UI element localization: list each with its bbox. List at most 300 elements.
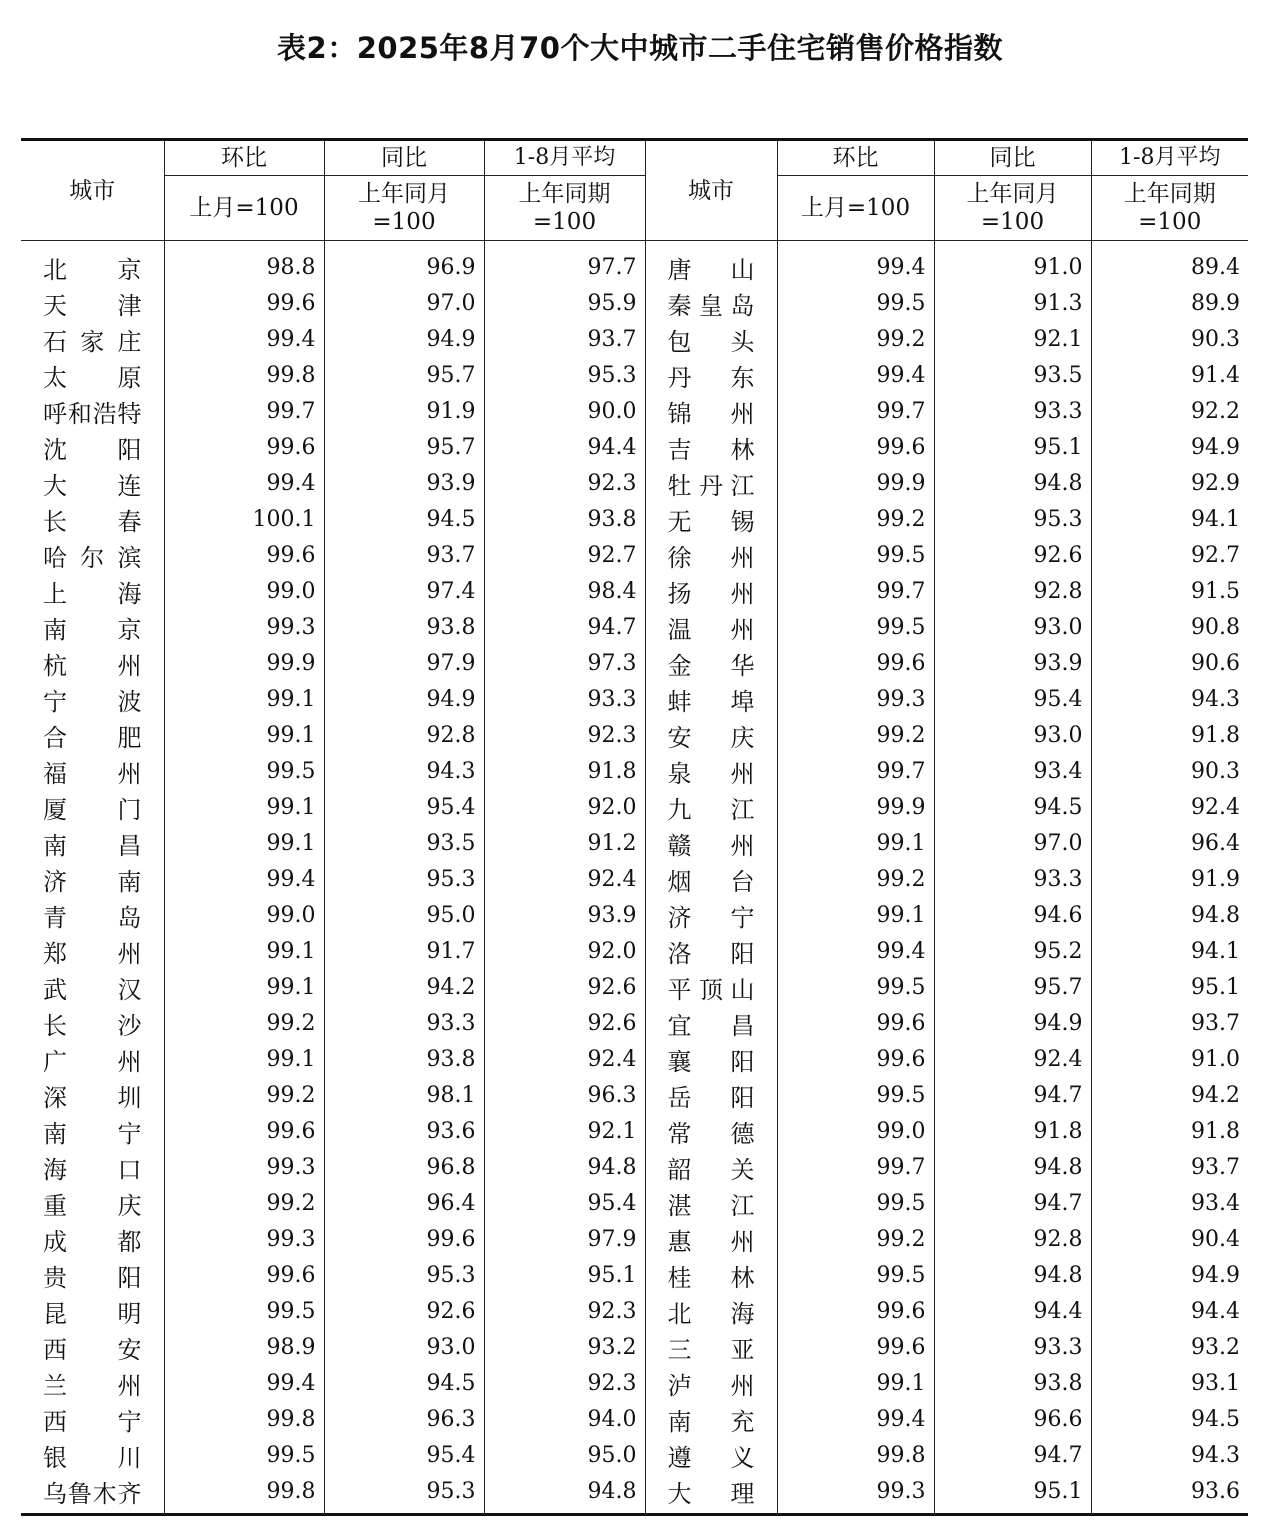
city-cell [21,897,164,933]
mom-value: 98.9 [164,1329,324,1365]
yoy-base-line2: =100 [372,209,436,235]
yoy-value: 93.6 [324,1113,484,1149]
mom-value: 99.5 [164,1437,324,1473]
mom-value: 99.0 [777,1113,934,1149]
avg-value: 94.4 [1091,1293,1248,1329]
table-row [21,1293,1248,1329]
mom-value: 99.8 [164,1473,324,1515]
avg-value: 92.7 [484,537,645,573]
city-cell [645,825,777,861]
city-name: 郑州 [43,939,142,968]
col-city-left: 城市 [21,140,164,241]
city-cell [21,861,164,897]
city-name: 遵义 [667,1443,755,1472]
mom-value: 99.1 [164,1041,324,1077]
mom-value: 99.2 [777,501,934,537]
avg-value: 93.2 [1091,1329,1248,1365]
avg-value: 95.4 [484,1185,645,1221]
table-row [21,1041,1248,1077]
mom-value: 99.2 [777,321,934,357]
mom-value: 99.4 [777,357,934,393]
city-name: 北京 [43,255,142,284]
yoy-value: 94.5 [934,789,1091,825]
mom-value: 99.1 [164,717,324,753]
yoy-value: 92.8 [934,573,1091,609]
yoy-base-line1: 上年同月 [358,181,450,207]
mom-value: 99.6 [777,1329,934,1365]
yoy-value: 93.0 [324,1329,484,1365]
yoy-value: 94.7 [934,1185,1091,1221]
mom-base-right: 上月=100 [777,176,934,241]
city-name: 吉林 [667,435,755,464]
avg-value: 90.8 [1091,609,1248,645]
avg-value: 97.3 [484,645,645,681]
city-cell [645,1221,777,1257]
avg-value: 93.4 [1091,1185,1248,1221]
city-cell [21,717,164,753]
avg-value: 93.1 [1091,1365,1248,1401]
city-cell [645,393,777,429]
city-cell [645,429,777,465]
avg-value: 98.4 [484,573,645,609]
city-cell [21,573,164,609]
yoy-value: 97.9 [324,645,484,681]
yoy-value: 97.0 [324,285,484,321]
avg-value: 90.3 [1091,753,1248,789]
avg-value: 93.3 [484,681,645,717]
city-name: 北海 [667,1299,755,1328]
mom-value: 99.0 [164,897,324,933]
city-name: 深圳 [43,1083,142,1112]
city-name: 厦门 [43,795,142,824]
city-cell [645,789,777,825]
table-row [21,429,1248,465]
city-cell [21,645,164,681]
mom-value: 99.2 [164,1077,324,1113]
yoy-value: 92.8 [934,1221,1091,1257]
yoy-value: 93.9 [324,465,484,501]
city-cell [645,753,777,789]
avg-value: 93.7 [484,321,645,357]
city-cell [21,1077,164,1113]
yoy-value: 95.1 [934,1473,1091,1515]
mom-value: 99.6 [164,1257,324,1293]
avg-value: 94.5 [1091,1401,1248,1437]
mom-value: 99.4 [164,861,324,897]
city-cell [645,1005,777,1041]
table-row [21,573,1248,609]
mom-value: 99.5 [777,285,934,321]
mom-value: 99.6 [777,645,934,681]
avg-value: 94.8 [1091,897,1248,933]
yoy-base-left [324,176,484,241]
city-cell [645,465,777,501]
mom-value: 99.2 [777,1221,934,1257]
yoy-value: 94.8 [934,465,1091,501]
city-name: 洛阳 [667,939,755,968]
yoy-value: 94.5 [324,1365,484,1401]
city-cell [21,753,164,789]
city-name: 济宁 [667,903,755,932]
city-name: 温州 [667,615,755,644]
yoy-value: 94.5 [324,501,484,537]
col-city-right: 城市 [645,140,777,241]
city-cell [645,1365,777,1401]
city-name: 岳阳 [667,1083,755,1112]
mom-value: 99.1 [777,825,934,861]
city-name: 福州 [43,759,142,788]
city-cell [645,537,777,573]
yoy-value: 93.0 [934,717,1091,753]
yoy-value: 93.5 [324,825,484,861]
mom-value: 99.5 [777,609,934,645]
city-cell [21,241,164,286]
col-mom-right: 环比 [777,140,934,176]
city-name: 宜昌 [667,1011,755,1040]
city-name: 三亚 [667,1335,755,1364]
city-name: 牡丹江 [667,471,755,500]
city-cell [645,357,777,393]
avg-value: 94.3 [1091,681,1248,717]
table-row [21,537,1248,573]
table-row [21,717,1248,753]
city-cell [21,1437,164,1473]
city-name: 广州 [43,1047,142,1076]
avg-base-line1: 上年同期 [518,181,611,207]
city-cell [645,573,777,609]
city-name: 九江 [667,795,755,824]
city-cell [645,321,777,357]
table-row [21,465,1248,501]
city-cell [21,1005,164,1041]
yoy-value: 92.1 [934,321,1091,357]
city-cell [645,1401,777,1437]
table-row [21,1005,1248,1041]
mom-value: 99.7 [164,393,324,429]
city-name: 南昌 [43,831,142,860]
yoy-value: 93.5 [934,357,1091,393]
city-cell [21,1041,164,1077]
yoy-value: 92.6 [934,537,1091,573]
table-row [21,645,1248,681]
city-name: 惠州 [667,1227,755,1256]
table-row [21,357,1248,393]
city-name: 大理 [667,1479,755,1508]
city-cell [645,1329,777,1365]
mom-value: 99.6 [777,1005,934,1041]
city-cell [21,681,164,717]
mom-value: 99.8 [164,1401,324,1437]
yoy-value: 94.7 [934,1077,1091,1113]
city-cell [645,1437,777,1473]
city-name: 南充 [667,1407,755,1436]
yoy-value: 91.9 [324,393,484,429]
avg-value: 94.3 [1091,1437,1248,1473]
city-cell [21,285,164,321]
avg-value: 92.3 [484,717,645,753]
yoy-value: 92.4 [934,1041,1091,1077]
table-row [21,393,1248,429]
city-cell [645,1041,777,1077]
table-row [21,1185,1248,1221]
city-name: 唐山 [667,255,755,284]
yoy-value: 94.6 [934,897,1091,933]
city-name: 丹东 [667,363,755,392]
city-name: 泉州 [667,759,755,788]
mom-base-left: 上月=100 [164,176,324,241]
avg-value: 92.7 [1091,537,1248,573]
city-cell [645,861,777,897]
mom-value: 99.6 [164,537,324,573]
avg-value: 97.9 [484,1221,645,1257]
mom-value: 99.1 [777,897,934,933]
avg-value: 93.7 [1091,1149,1248,1185]
yoy-value: 94.2 [324,969,484,1005]
avg-value: 94.1 [1091,501,1248,537]
city-name: 石家庄 [43,327,142,356]
city-name: 长沙 [43,1011,142,1040]
city-cell [645,933,777,969]
city-cell [21,1113,164,1149]
avg-value: 91.0 [1091,1041,1248,1077]
yoy-value: 96.9 [324,241,484,286]
city-cell [21,1401,164,1437]
city-name: 赣州 [667,831,755,860]
mom-value: 99.5 [777,1185,934,1221]
table-row [21,1149,1248,1185]
city-cell [645,1077,777,1113]
city-cell [21,1149,164,1185]
table-row [21,1221,1248,1257]
city-name: 海口 [43,1155,142,1184]
yoy-value: 94.9 [934,1005,1091,1041]
city-name: 金华 [667,651,755,680]
table-row [21,1257,1248,1293]
mom-value: 99.5 [777,537,934,573]
city-cell [645,1293,777,1329]
yoy-value: 95.4 [324,1437,484,1473]
avg-value: 94.1 [1091,933,1248,969]
yoy-value: 95.3 [934,501,1091,537]
col-avg-left: 1-8月平均 [484,140,645,176]
avg-value: 91.9 [1091,861,1248,897]
mom-value: 99.4 [777,1401,934,1437]
table-row [21,1113,1248,1149]
city-cell [21,465,164,501]
yoy-value: 94.9 [324,321,484,357]
mom-value: 99.4 [777,933,934,969]
avg-value: 94.9 [1091,429,1248,465]
city-name: 沈阳 [43,435,142,464]
yoy-value: 95.1 [934,429,1091,465]
avg-value: 93.6 [1091,1473,1248,1515]
yoy-value: 93.8 [324,609,484,645]
mom-value: 99.1 [777,1365,934,1401]
col-avg-right: 1-8月平均 [1091,140,1248,176]
city-name: 锦州 [667,399,755,428]
avg-base-line2: =100 [1138,209,1202,235]
mom-value: 99.3 [164,1149,324,1185]
table-body [21,241,1248,1515]
yoy-value: 93.3 [324,1005,484,1041]
mom-value: 99.7 [777,753,934,789]
avg-value: 91.5 [1091,573,1248,609]
yoy-value: 94.9 [324,681,484,717]
avg-value: 91.4 [1091,357,1248,393]
avg-value: 94.4 [484,429,645,465]
yoy-value: 93.9 [934,645,1091,681]
city-cell [645,501,777,537]
city-cell [645,1185,777,1221]
city-cell [21,969,164,1005]
mom-value: 99.1 [164,789,324,825]
mom-value: 99.7 [777,393,934,429]
table-row [21,285,1248,321]
avg-value: 93.7 [1091,1005,1248,1041]
city-name: 成都 [43,1227,142,1256]
city-name: 天津 [43,291,142,320]
mom-value: 99.6 [777,1041,934,1077]
city-name: 武汉 [43,975,142,1004]
city-name: 襄阳 [667,1047,755,1076]
city-cell [645,969,777,1005]
city-cell [645,1473,777,1515]
avg-value: 95.0 [484,1437,645,1473]
city-cell [21,609,164,645]
city-name: 泸州 [667,1371,755,1400]
table-row [21,609,1248,645]
mom-value: 99.1 [164,825,324,861]
table-header [21,140,1248,241]
city-name: 兰州 [43,1371,142,1400]
avg-value: 92.3 [484,1293,645,1329]
avg-value: 95.1 [1091,969,1248,1005]
city-name: 常德 [667,1119,755,1148]
avg-value: 92.0 [484,789,645,825]
yoy-value: 93.8 [934,1365,1091,1401]
city-cell [21,933,164,969]
mom-value: 99.2 [164,1005,324,1041]
table-row [21,241,1248,286]
city-cell [645,717,777,753]
table-row [21,1329,1248,1365]
city-cell [21,321,164,357]
mom-value: 99.2 [777,717,934,753]
table-row [21,789,1248,825]
city-name: 包头 [667,327,755,356]
avg-base-left [484,176,645,241]
table-row [21,1401,1248,1437]
avg-base-right [1091,176,1248,241]
avg-value: 95.1 [484,1257,645,1293]
mom-value: 99.5 [164,753,324,789]
avg-value: 94.0 [484,1401,645,1437]
yoy-base-line1: 上年同月 [966,181,1059,207]
avg-value: 90.6 [1091,645,1248,681]
yoy-value: 94.8 [934,1257,1091,1293]
city-cell [21,1221,164,1257]
mom-value: 99.5 [777,1077,934,1113]
avg-value: 92.0 [484,933,645,969]
mom-value: 99.4 [164,465,324,501]
mom-value: 99.6 [777,1293,934,1329]
city-cell [21,1473,164,1515]
city-name: 银川 [43,1443,142,1472]
yoy-value: 95.7 [324,429,484,465]
city-name: 哈尔滨 [43,543,142,572]
mom-value: 99.1 [164,933,324,969]
mom-value: 99.2 [164,1185,324,1221]
yoy-value: 93.0 [934,609,1091,645]
avg-value: 91.8 [1091,717,1248,753]
avg-value: 92.3 [484,1365,645,1401]
yoy-value: 95.4 [934,681,1091,717]
avg-value: 92.4 [1091,789,1248,825]
avg-value: 95.9 [484,285,645,321]
yoy-value: 93.8 [324,1041,484,1077]
city-name: 乌鲁木齐 [43,1479,142,1508]
city-name: 无锡 [667,507,755,536]
city-cell [21,1185,164,1221]
avg-value: 96.3 [484,1077,645,1113]
city-name: 安庆 [667,723,755,752]
avg-value: 92.6 [484,1005,645,1041]
mom-value: 99.5 [164,1293,324,1329]
city-cell [21,789,164,825]
city-name: 西宁 [43,1407,142,1436]
table-row [21,897,1248,933]
city-cell [21,357,164,393]
yoy-value: 96.3 [324,1401,484,1437]
col-mom-left: 环比 [164,140,324,176]
yoy-value: 95.3 [324,861,484,897]
yoy-value: 96.4 [324,1185,484,1221]
avg-value: 92.1 [484,1113,645,1149]
city-name: 湛江 [667,1191,755,1220]
mom-value: 99.6 [164,429,324,465]
city-name: 宁波 [43,687,142,716]
city-cell [21,1365,164,1401]
mom-value: 99.3 [164,1221,324,1257]
city-name: 蚌埠 [667,687,755,716]
avg-value: 89.9 [1091,285,1248,321]
mom-value: 99.9 [164,645,324,681]
yoy-value: 93.3 [934,393,1091,429]
mom-value: 99.9 [777,789,934,825]
avg-value: 97.7 [484,241,645,286]
city-name: 平顶山 [667,975,755,1004]
yoy-value: 93.7 [324,537,484,573]
mom-value: 99.4 [164,1365,324,1401]
yoy-value: 98.1 [324,1077,484,1113]
avg-base-line1: 上年同期 [1123,181,1216,207]
city-name: 昆明 [43,1299,142,1328]
city-name: 西安 [43,1335,142,1364]
city-name: 扬州 [667,579,755,608]
mom-value: 99.5 [777,969,934,1005]
city-cell [645,645,777,681]
city-cell [21,393,164,429]
avg-value: 94.8 [484,1149,645,1185]
avg-value: 94.2 [1091,1077,1248,1113]
yoy-value: 96.8 [324,1149,484,1185]
avg-value: 90.3 [1091,321,1248,357]
col-yoy-left: 同比 [324,140,484,176]
avg-value: 92.6 [484,969,645,1005]
yoy-value: 91.0 [934,241,1091,286]
avg-value: 94.8 [484,1473,645,1515]
yoy-base-line2: =100 [980,209,1045,235]
